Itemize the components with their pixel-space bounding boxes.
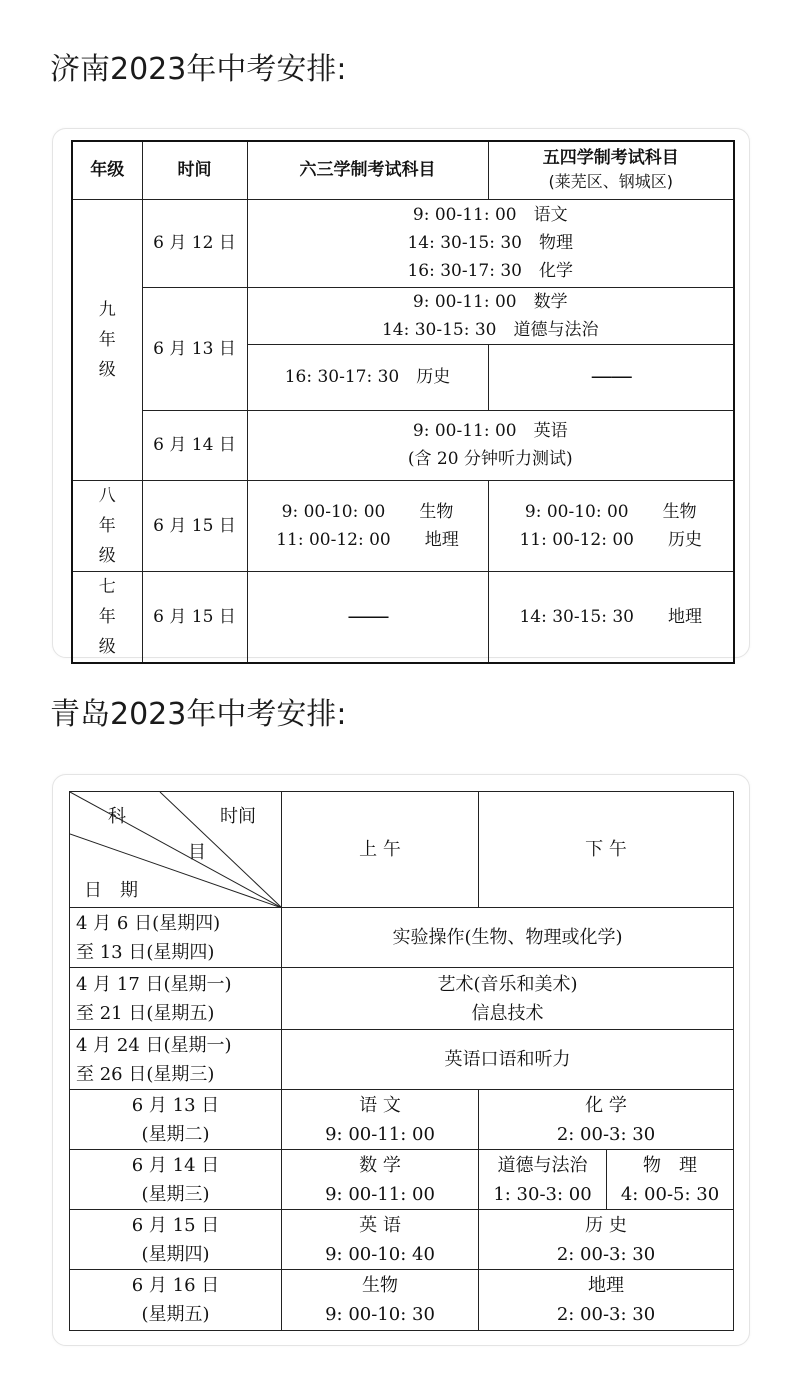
corner-header <box>70 792 282 908</box>
afternoon-exam-2: 物 理 4: 00-5: 30 <box>607 1150 734 1210</box>
corner-ke: 科 <box>108 806 126 827</box>
qingdao-heading: 青岛2023年中考安排: <box>50 697 347 732</box>
date-cell: 6 月 15 日 <box>142 480 247 571</box>
subjects-cell-54: 9: 00-10: 00 生物 11: 00-12: 00 历史 <box>488 480 734 571</box>
corner-time: 时间 <box>220 806 256 827</box>
header-54-district: (莱芜区、钢城区) <box>548 172 673 192</box>
date-cell: 6 月 13 日 (星期二) <box>70 1090 282 1150</box>
subjects-cell: 9: 00-11: 00 语文 14: 30-15: 30 物理 16: 30-17: 30 化学 <box>247 199 734 287</box>
exam-cell: 艺术(音乐和美术) 信息技术 <box>282 968 734 1030</box>
subjects-cell: 9: 00-11: 00 数学 14: 30-15: 30 道德与法治 <box>247 287 734 344</box>
corner-mu: 目 <box>188 842 206 863</box>
morning-exam: 英 语 9: 00-10: 40 <box>282 1210 479 1270</box>
jinan-schedule-card <box>52 128 750 658</box>
date-cell: 4 月 17 日(星期一) 至 21 日(星期五) <box>70 968 282 1030</box>
date-cell: 6 月 16 日 (星期五) <box>70 1270 282 1331</box>
grade-9-label: 九 年 级 <box>72 199 142 480</box>
subjects-cell-54-empty: —— <box>488 344 734 410</box>
subjects-cell: 9: 00-11: 00 英语 (含 20 分钟听力测试) <box>247 410 734 480</box>
header-63-system: 六三学制考试科目 <box>247 141 488 199</box>
afternoon-exam: 化 学 2: 00-3: 30 <box>479 1090 734 1150</box>
date-cell: 6 月 15 日 <box>142 571 247 663</box>
qingdao-schedule-card <box>52 774 750 1346</box>
subjects-cell-63: 16: 30-17: 30 历史 <box>247 344 488 410</box>
morning-exam: 生物 9: 00-10: 30 <box>282 1270 479 1331</box>
header-morning: 上 午 <box>282 792 479 908</box>
jinan-heading: 济南2023年中考安排: <box>50 52 347 87</box>
exam-cell: 英语口语和听力 <box>282 1030 734 1090</box>
date-cell: 6 月 14 日 <box>142 410 247 480</box>
header-54-title: 五四学制考试科目 <box>542 148 679 169</box>
header-afternoon: 下 午 <box>479 792 734 908</box>
date-cell: 4 月 24 日(星期一) 至 26 日(星期三) <box>70 1030 282 1090</box>
afternoon-exam: 历 史 2: 00-3: 30 <box>479 1210 734 1270</box>
morning-exam: 语 文 9: 00-11: 00 <box>282 1090 479 1150</box>
afternoon-exam: 地理 2: 00-3: 30 <box>479 1270 734 1331</box>
morning-exam: 数 学 9: 00-11: 00 <box>282 1150 479 1210</box>
date-cell: 6 月 14 日 (星期三) <box>70 1150 282 1210</box>
afternoon-exam-1: 道德与法治 1: 30-3: 00 <box>479 1150 607 1210</box>
subjects-cell-63-empty: —— <box>247 571 488 663</box>
subjects-cell-54: 14: 30-15: 30 地理 <box>488 571 734 663</box>
header-grade: 年级 <box>72 141 142 199</box>
date-cell: 6 月 13 日 <box>142 287 247 410</box>
date-cell: 4 月 6 日(星期四) 至 13 日(星期四) <box>70 908 282 968</box>
exam-cell: 实验操作(生物、物理或化学) <box>282 908 734 968</box>
header-time: 时间 <box>142 141 247 199</box>
date-cell: 6 月 12 日 <box>142 199 247 287</box>
grade-7-label: 七 年 级 <box>72 571 142 663</box>
date-cell: 6 月 15 日 (星期四) <box>70 1210 282 1270</box>
corner-date: 日 期 <box>84 880 138 901</box>
header-54-system <box>488 141 734 199</box>
jinan-schedule-table <box>71 140 735 664</box>
grade-8-label: 八 年 级 <box>72 480 142 571</box>
subjects-cell-63: 9: 00-10: 00 生物 11: 00-12: 00 地理 <box>247 480 488 571</box>
qingdao-schedule-table <box>69 791 734 1331</box>
